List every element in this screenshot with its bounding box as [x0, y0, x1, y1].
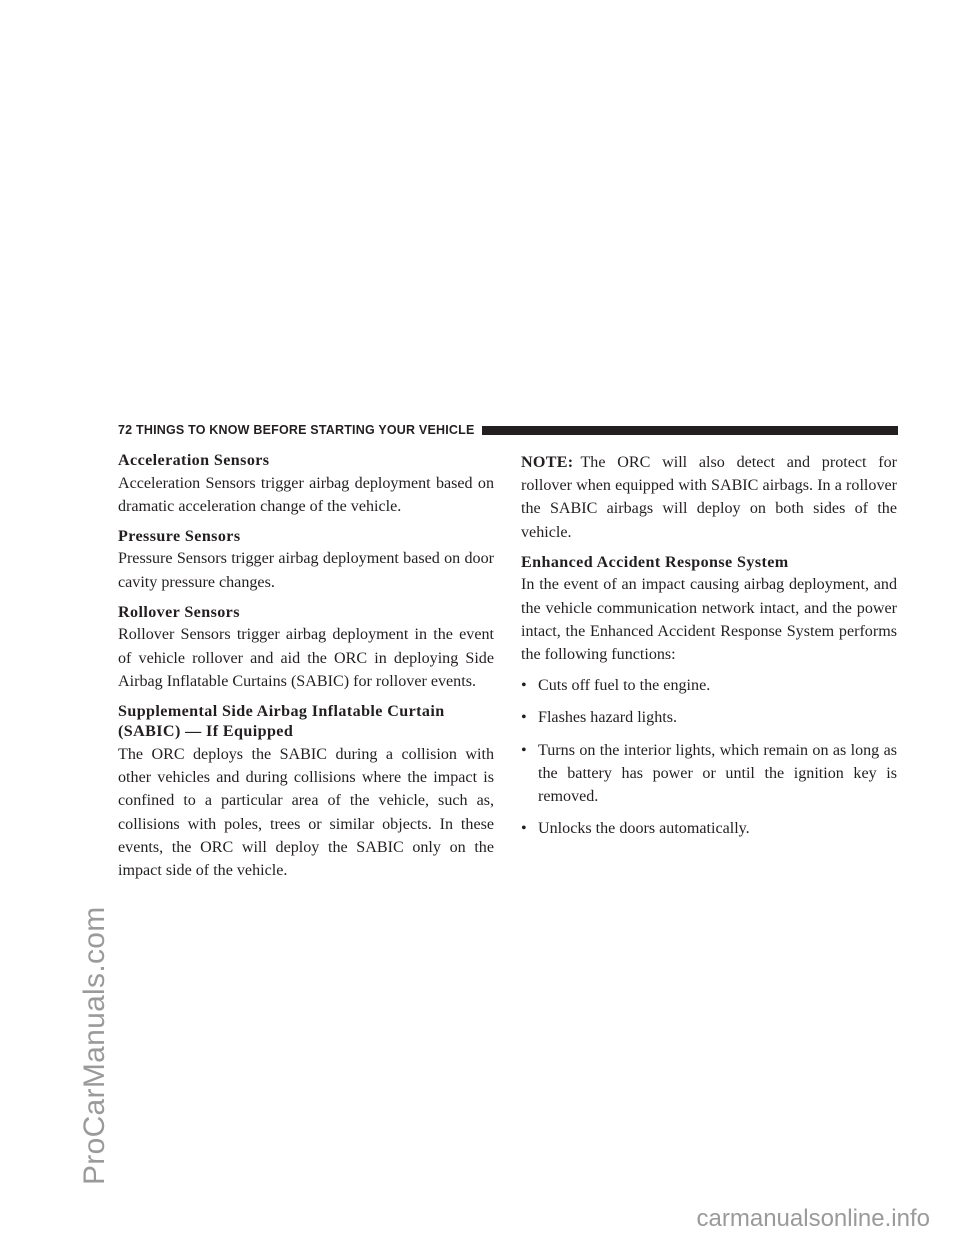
section-rollover-sensors [118, 603, 494, 693]
bullet-icon: • [521, 820, 527, 838]
note-label: NOTE: [521, 454, 574, 471]
list-item [521, 817, 897, 840]
chapter-title: THINGS TO KNOW BEFORE STARTING YOUR VEHICLE [136, 423, 475, 437]
list-item [521, 674, 897, 697]
list-item [521, 706, 897, 729]
section-heading: Pressure Sensors [118, 527, 241, 545]
note-block [521, 451, 897, 544]
function-list [521, 674, 897, 840]
section-heading: Rollover Sensors [118, 603, 240, 621]
list-item [521, 739, 897, 809]
section-sabic [118, 702, 494, 882]
header-rule [482, 426, 898, 435]
side-watermark: ProCarManuals.com [78, 906, 111, 1185]
page-number: 72 [118, 423, 133, 437]
bullet-icon: • [521, 709, 527, 727]
list-item-text: Cuts off fuel to the engine. [538, 677, 711, 695]
right-column [521, 451, 897, 849]
note-paragraph [521, 451, 897, 544]
footer-watermark: carmanualsonline.info [696, 1205, 930, 1232]
section-heading [118, 702, 494, 743]
page-number-and-title [118, 423, 474, 437]
section-body: In the event of an impact causing airbag deployment, and the vehicle communication network intact, and the power intact, the Enhanced Accident Response System performs the following functions: [521, 576, 897, 663]
section-acceleration-sensors [118, 451, 494, 518]
list-item-text: Flashes hazard lights. [538, 709, 678, 727]
bullet-icon: • [521, 677, 527, 695]
section-heading: Enhanced Accident Response System [521, 553, 789, 571]
section-body: The ORC deploys the SABIC during a collision with other vehicles and during collisions where the impact is confined to a particular area of the vehicle, such as, collisions with poles, trees or similar objects. In these events, the ORC will deploy the SABIC only on the impact side of the vehicle. [118, 745, 494, 879]
section-heading: Acceleration Sensors [118, 452, 270, 469]
page-header [118, 420, 898, 440]
section-body: Pressure Sensors trigger airbag deployment based on door cavity pressure changes. [118, 550, 494, 591]
left-column [118, 451, 494, 891]
heading-line-2: (SABIC) — If Equipped [118, 723, 294, 741]
section-pressure-sensors [118, 527, 494, 594]
bullet-icon: • [521, 741, 527, 759]
section-body: Acceleration Sensors trigger airbag deployment based on dramatic acceleration change of the vehicle. [118, 474, 494, 515]
heading-line-1: Supplemental Side Airbag Inflatable Curtain [118, 702, 445, 720]
note-text: The ORC will also detect and protect for rollover when equipped with SABIC airbags. In a rollover the SABIC airbags will deploy on both sides of the vehicle. [521, 454, 897, 541]
section-enhanced-accident-response [521, 553, 897, 841]
list-item-text: Turns on the interior lights, which remain on as long as the battery has power or until the ignition key is removed. [538, 741, 897, 805]
list-item-text: Unlocks the doors automatically. [538, 820, 750, 838]
section-body: Rollover Sensors trigger airbag deployment in the event of vehicle rollover and aid the ORC in deploying Side Airbag Inflatable Curtains (SABIC) for rollover events. [118, 626, 494, 690]
